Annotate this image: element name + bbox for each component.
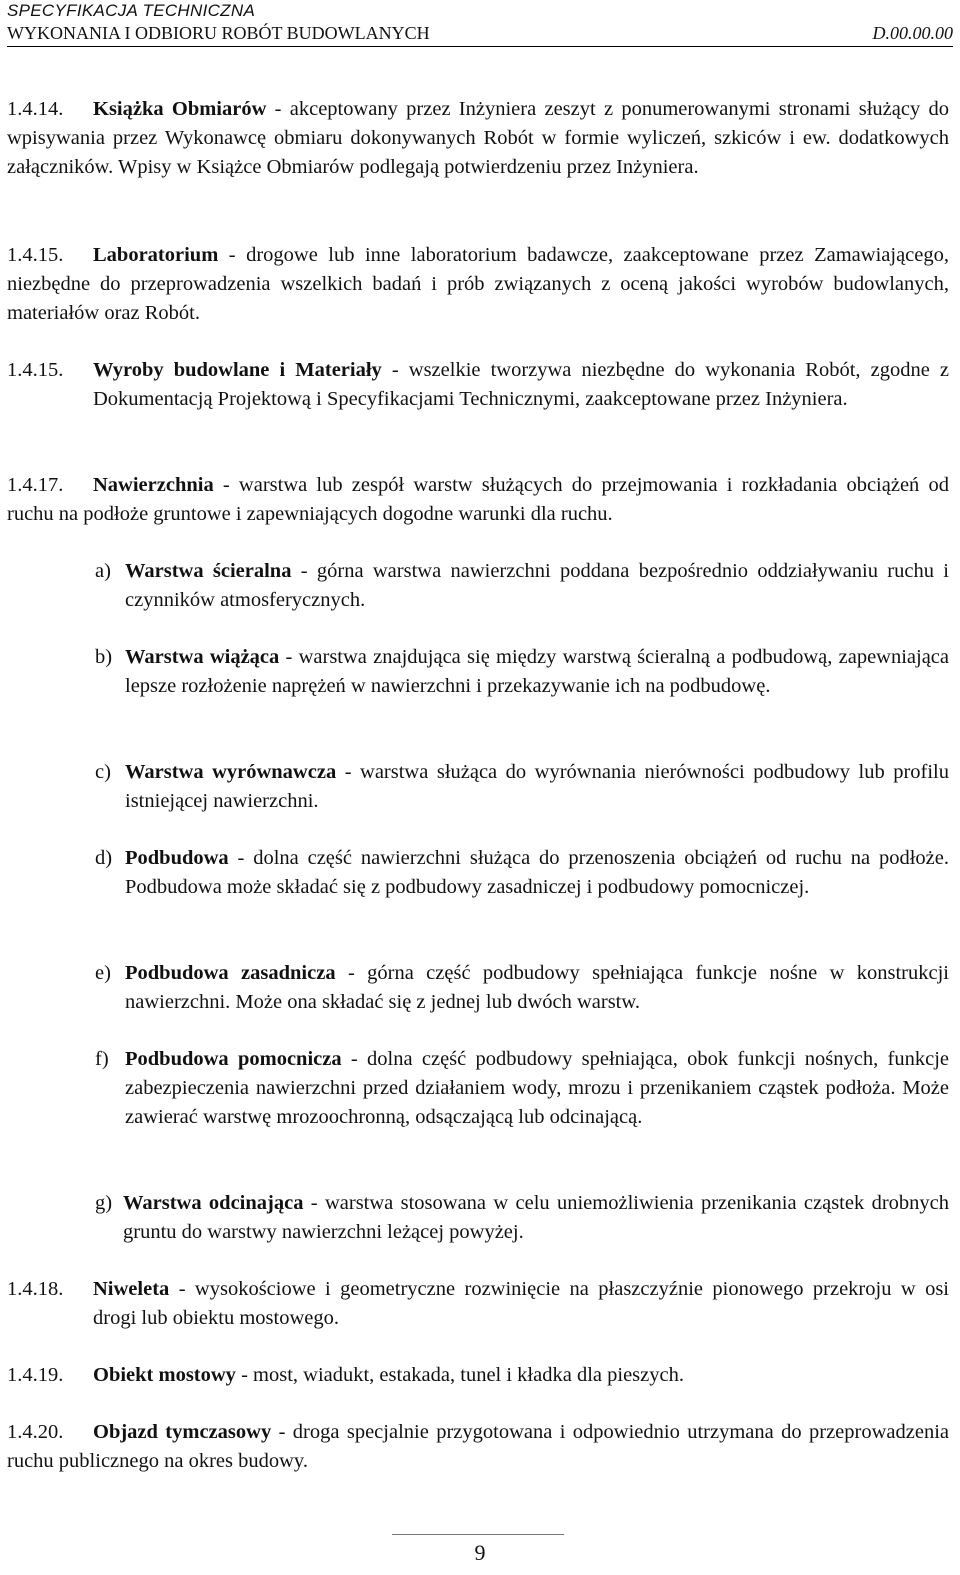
- list-item-b: [95, 643, 949, 701]
- list-item-text: - dolna część podbudowy spełniająca, obok funkcji nośnych, funkcje zabezpieczenia nawierzchni przed działaniem wody, mrozu i przenikaniem cząstek podłoża. Może zawierać warstwę mrozoochronną, odsączającą lub odcinającą.: [125, 1048, 949, 1128]
- page-footer: [0, 1540, 960, 1566]
- definition-body: [93, 356, 949, 414]
- header-row: [7, 22, 953, 44]
- list-item-text: - górna część podbudowy spełniająca funkcje nośne w konstrukcji nawierzchni. Może ona składać się z jednej lub dwóch warstw.: [125, 962, 949, 1013]
- definition-1-4-18: [7, 1275, 949, 1333]
- list-item-f: [95, 1045, 949, 1132]
- definition-1-4-20: [7, 1418, 949, 1476]
- definition-text: - drogowe lub inne laboratorium badawcze, zaakceptowane przez Zamawiającego, niezbędne do przeprowadzenia wszelkich badań i prób związanych z oceną jakości wyrobów budowlanych, materiałów oraz Robót.: [7, 244, 949, 324]
- definition-body: [7, 471, 949, 529]
- list-item-label: a): [95, 560, 111, 582]
- list-item-term: Warstwa wiążąca: [125, 646, 280, 668]
- definition-1-4-15-laboratorium: [7, 241, 949, 328]
- definition-number: 1.4.14.: [7, 98, 64, 120]
- definition-body: [7, 1418, 949, 1476]
- list-item-label: e): [95, 962, 111, 984]
- list-item-term: Warstwa wyrównawcza: [125, 761, 337, 783]
- definition-body: [7, 241, 949, 328]
- list-item-body: [125, 959, 949, 1017]
- list-item-body: [125, 557, 949, 615]
- definition-text: - warstwa lub zespół warstw służących do przejmowania i rozkładania obciążeń od ruchu na podłoże gruntowe i zapewniających dogodne warunki dla ruchu.: [7, 474, 949, 525]
- definition-term: Książka Obmiarów: [93, 98, 267, 120]
- definition-body: [93, 1361, 949, 1390]
- definition-body: [93, 1275, 949, 1333]
- definition-text: - droga specjalnie przygotowana i odpowiednio utrzymana do przeprowadzenia ruchu publicznego na okres budowy.: [7, 1421, 949, 1472]
- list-item-label: d): [95, 847, 113, 869]
- definition-number: 1.4.19.: [7, 1364, 64, 1386]
- definition-term: Wyroby budowlane i Materiały: [93, 359, 382, 381]
- definition-number: 1.4.15.: [7, 359, 64, 381]
- definition-number: 1.4.17.: [7, 474, 64, 496]
- list-item-text: - górna warstwa nawierzchni poddana bezpośrednio oddziaływaniu ruchu i czynników atmosferycznych.: [125, 560, 949, 611]
- list-item-d: [95, 844, 949, 902]
- definition-term: Laboratorium: [93, 244, 219, 266]
- list-item-term: Podbudowa zasadnicza: [125, 962, 336, 984]
- definition-term: Objazd tymczasowy: [93, 1421, 272, 1443]
- definition-text: - most, wiadukt, estakada, tunel i kładka dla pieszych.: [235, 1364, 684, 1386]
- definition-1-4-19: [7, 1361, 949, 1390]
- header-code: D.00.00.00: [872, 23, 953, 43]
- header-rule: [7, 46, 953, 47]
- list-item-body: [125, 643, 949, 701]
- list-item-body: [123, 1189, 949, 1247]
- definition-text: - wszelkie tworzywa niezbędne do wykonania Robót, zgodne z Dokumentacją Projektową i Specyfikacjami Technicznymi, zaakceptowane przez Inżyniera.: [93, 359, 949, 410]
- footer-rule: [392, 1534, 564, 1535]
- list-item-c: [95, 758, 949, 816]
- page-header: [7, 0, 953, 47]
- list-item-a: [95, 557, 949, 615]
- list-item-label: b): [95, 646, 113, 668]
- list-item-term: Podbudowa: [125, 847, 229, 869]
- list-item-term: Warstwa odcinająca: [123, 1192, 304, 1214]
- list-item-term: Podbudowa pomocnicza: [125, 1048, 342, 1070]
- definition-text: - akceptowany przez Inżyniera zeszyt z ponumerowanymi stronami służący do wpisywania przez Wykonawcę obmiaru dokonywanych Robót w formie wyliczeń, szkiców i ew. dodatkowych załączników. Wpisy w Książce Obmiarów podlegają potwierdzeniu przez Inżyniera.: [7, 98, 949, 178]
- definition-1-4-17: [7, 471, 949, 529]
- definition-number: 1.4.20.: [7, 1421, 64, 1443]
- list-item-body: [125, 844, 949, 902]
- list-item-body: [125, 758, 949, 816]
- header-subtitle: WYKONANIA I ODBIORU ROBÓT BUDOWLANYCH: [7, 23, 430, 43]
- definition-1-4-15-wyroby: [7, 356, 949, 414]
- list-item-body: [125, 1045, 949, 1132]
- list-item-text: - warstwa stosowana w celu uniemożliwienia przenikania cząstek drobnych gruntu do warstwy nawierzchni leżącej powyżej.: [123, 1192, 949, 1243]
- definition-term: Nawierzchnia: [93, 474, 214, 496]
- list-item-text: - warstwa znajdująca się między warstwą ścieralną a podbudową, zapewniająca lepsze rozłożenie naprężeń w nawierzchni i przekazywanie ich na podbudowę.: [125, 646, 950, 697]
- page-number: 9: [474, 1540, 486, 1565]
- list-item-e: [95, 959, 949, 1017]
- definition-term: Niweleta: [93, 1278, 170, 1300]
- definition-text: - wysokościowe i geometryczne rozwinięcie na płaszczyźnie pionowego przekroju w osi drogi lub obiektu mostowego.: [93, 1278, 949, 1329]
- list-item-label: f): [95, 1048, 109, 1070]
- definition-number: 1.4.15.: [7, 244, 64, 266]
- definition-body: [7, 95, 949, 182]
- definition-term: Obiekt mostowy: [93, 1364, 236, 1386]
- list-item-term: Warstwa ścieralna: [125, 560, 292, 582]
- definition-number: 1.4.18.: [7, 1278, 64, 1300]
- definition-1-4-14: [7, 95, 949, 182]
- list-item-g: [95, 1189, 949, 1247]
- list-item-label: c): [95, 761, 111, 783]
- list-item-text: - warstwa służąca do wyrównania nierówności podbudowy lub profilu istniejącej nawierzchni.: [125, 761, 949, 812]
- list-item-text: - dolna część nawierzchni służąca do przenoszenia obciążeń od ruchu na podłoże. Podbudowa może składać się z podbudowy zasadniczej i podbudowy pomocniczej.: [125, 847, 949, 898]
- list-item-label: g): [95, 1192, 113, 1214]
- header-spec-title: SPECYFIKACJA TECHNICZNA: [7, 1, 256, 20]
